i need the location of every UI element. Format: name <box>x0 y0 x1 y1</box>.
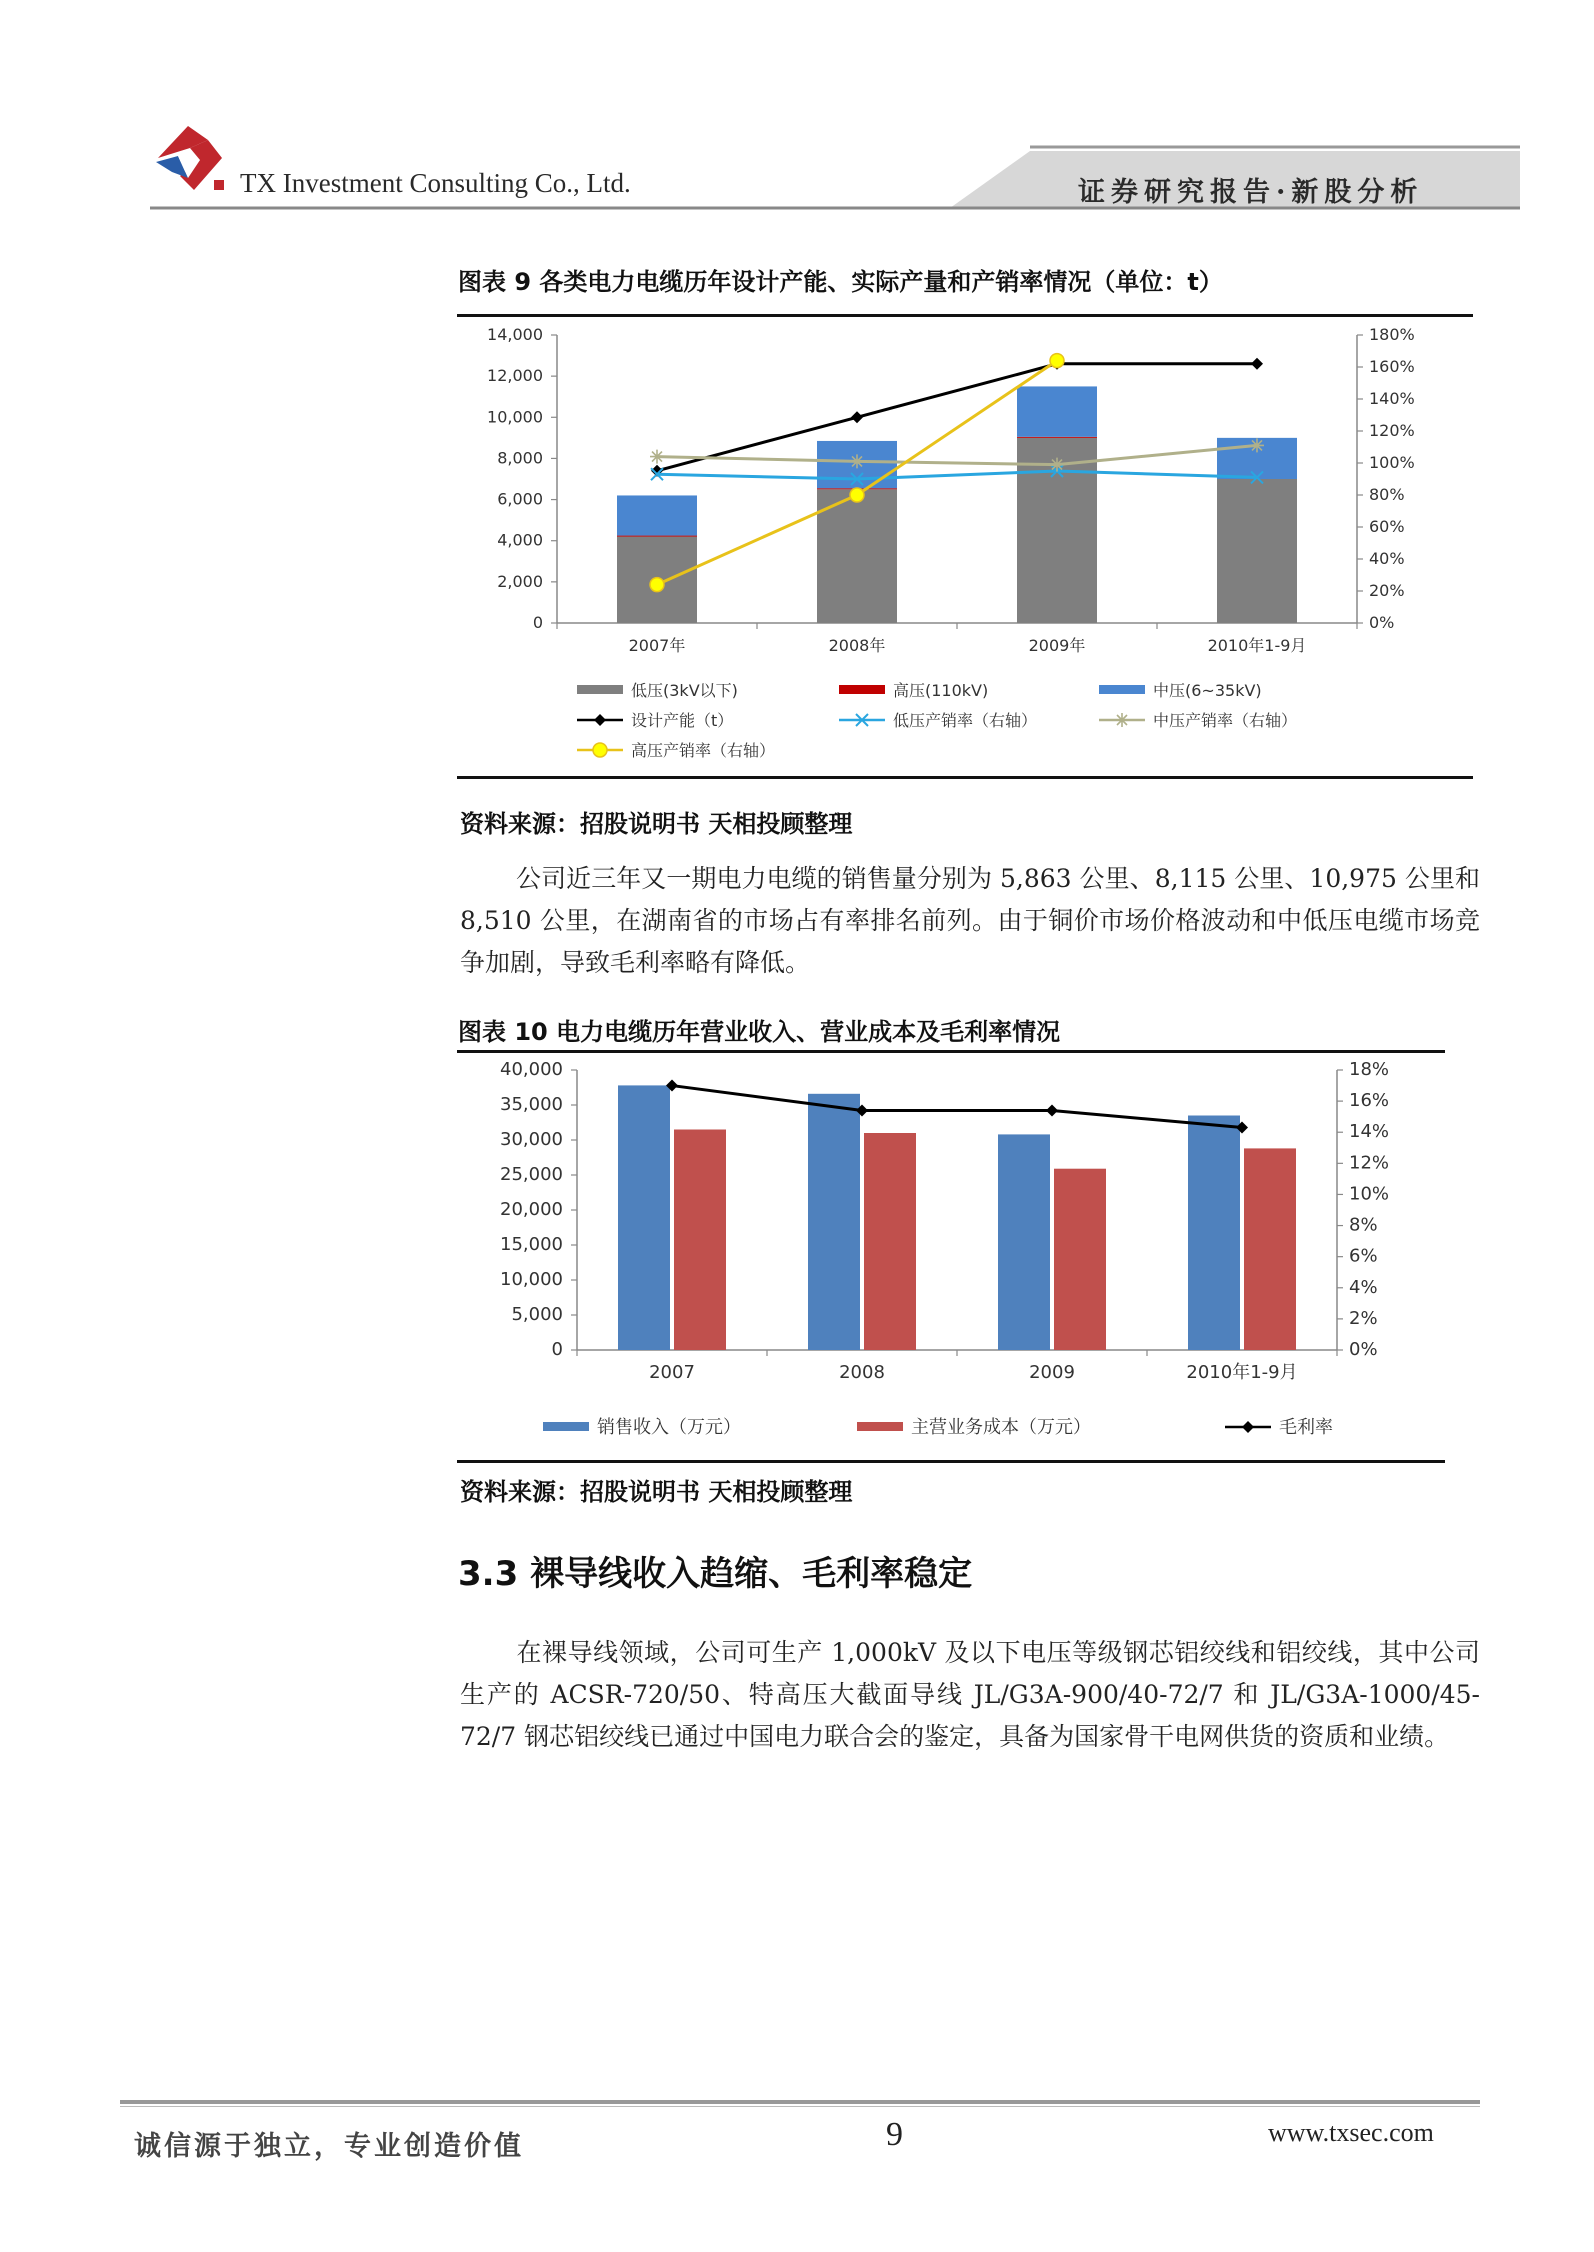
figure10-caption: 图表 10 电力电缆历年营业收入、营业成本及毛利率情况 <box>458 1018 1061 1046</box>
figure10-source: 资料来源：招股说明书 天相投顾整理 <box>460 1478 853 1506</box>
legend-label: 中压(6~35kV) <box>1153 681 1262 700</box>
x-tick-label: 2008 <box>839 1362 885 1383</box>
y2-tick-label: 180% <box>1369 325 1415 344</box>
paragraph-bare-conductor: 在裸导线领域，公司可生产 1,000kV 及以下电压等级钢芯铝绞线和铝绞线，其中公司生产的 ACSR-720/50、特高压大截面导线 JL/G3A-900/40-72/7 和 JL/G3A-1000/45-72/7 钢芯铝绞线已通过中国电力联合会的鉴定，具备为国家骨干电网供货的资质和业绩。 <box>460 1638 1480 1751</box>
y-tick-label: 20,000 <box>500 1199 563 1220</box>
legend-swatch-高压(110kV) <box>839 685 885 694</box>
y-tick-label: 6,000 <box>497 489 543 509</box>
point-毛利率 <box>1046 1104 1058 1116</box>
chart-capacity-output <box>457 318 1473 774</box>
legend-swatch-主营业务成本（万元） <box>857 1422 903 1431</box>
y-tick-label: 0 <box>551 1339 563 1360</box>
legend-swatch-低压(3kV以下) <box>577 685 623 694</box>
y2-tick-label: 100% <box>1369 453 1415 472</box>
bar-销售收入（万元） <box>1188 1116 1240 1351</box>
legend-label: 毛利率 <box>1279 1417 1333 1438</box>
report-type-title: 证券研究报告·新股分析 <box>1078 177 1424 208</box>
y2-tick-label: 4% <box>1349 1276 1378 1298</box>
point-高压产销率（右轴） <box>1050 354 1064 368</box>
page-number: 9 <box>886 2116 903 2153</box>
y2-tick-label: 120% <box>1369 421 1415 440</box>
legend-swatch-中压(6~35kV) <box>1099 685 1145 694</box>
legend-label: 低压(3kV以下) <box>631 681 738 700</box>
footer-url[interactable]: www.txsec.com <box>1268 2118 1434 2147</box>
y-tick-label: 8,000 <box>497 448 543 468</box>
y2-tick-label: 60% <box>1369 517 1405 536</box>
point-设计产能（t） <box>1251 358 1263 370</box>
y2-tick-label: 16% <box>1349 1090 1390 1112</box>
y2-tick-label: 0% <box>1349 1339 1378 1360</box>
bar-销售收入（万元） <box>998 1134 1050 1350</box>
legend-label: 高压(110kV) <box>893 681 989 700</box>
y-tick-label: 25,000 <box>500 1164 563 1185</box>
footer-rule <box>120 2100 1480 2104</box>
line-低压产销率（右轴） <box>657 471 1257 479</box>
section-heading: 3.3 裸导线收入趋缩、毛利率稳定 <box>458 1554 973 1594</box>
y2-tick-label: 18% <box>1349 1059 1390 1080</box>
x-tick-label: 2007年 <box>628 636 686 655</box>
y2-tick-label: 0% <box>1369 613 1395 632</box>
point-中压产销率（右轴） <box>1250 438 1264 452</box>
line-中压产销率（右轴） <box>657 445 1257 464</box>
legend-label: 低压产销率（右轴） <box>893 711 1038 730</box>
point-中压产销率（右轴） <box>1050 458 1064 472</box>
y2-tick-label: 8% <box>1349 1214 1378 1236</box>
y2-tick-label: 80% <box>1369 485 1405 504</box>
x-tick-label: 2007 <box>649 1362 695 1383</box>
point-中压产销率（右轴） <box>850 454 864 468</box>
bar-主营业务成本（万元） <box>864 1133 916 1350</box>
paragraph-sales-volume: 公司近三年又一期电力电缆的销售量分别为 5,863 公里、8,115 公里、10,975 公里和 8,510 公里，在湖南省的市场占有率排名前列。由于铜价市场价格波动和中低压电缆市场竞争加剧，导致毛利率略有降低。 <box>460 864 1480 977</box>
x-tick-label: 2009 <box>1029 1362 1075 1383</box>
legend-label: 主营业务成本（万元） <box>911 1417 1091 1438</box>
bar-高压(110kV) <box>617 536 697 537</box>
y-tick-label: 10,000 <box>487 407 543 427</box>
y2-tick-label: 6% <box>1349 1245 1378 1267</box>
figure9-top-rule <box>457 314 1473 317</box>
y-tick-label: 15,000 <box>500 1234 563 1255</box>
y-tick-label: 14,000 <box>487 325 543 344</box>
figure9-caption: 图表 9 各类电力电缆历年设计产能、实际产量和产销率情况（单位：t） <box>458 268 1223 296</box>
bar-主营业务成本（万元） <box>674 1130 726 1351</box>
point-设计产能（t） <box>851 411 863 423</box>
x-tick-label: 2010年1-9月 <box>1207 636 1307 655</box>
y-tick-label: 0 <box>532 613 543 632</box>
point-高压产销率（右轴） <box>850 488 864 502</box>
y-tick-label: 4,000 <box>497 530 543 550</box>
y2-tick-label: 10% <box>1349 1183 1390 1205</box>
legend-label: 中压产销率（右轴） <box>1153 711 1298 730</box>
bar-销售收入（万元） <box>618 1085 670 1350</box>
bar-主营业务成本（万元） <box>1054 1169 1106 1350</box>
legend-marker-毛利率 <box>1242 1421 1254 1433</box>
bar-低压(3kV以下) <box>817 489 897 623</box>
legend-swatch-销售收入（万元） <box>543 1422 589 1431</box>
legend-label: 设计产能（t） <box>631 711 734 730</box>
y-tick-label: 30,000 <box>500 1129 563 1150</box>
x-tick-label: 2009年 <box>1028 636 1086 655</box>
x-tick-label: 2008年 <box>828 636 886 655</box>
y-tick-label: 2,000 <box>497 571 543 591</box>
y2-tick-label: 2% <box>1349 1307 1378 1329</box>
legend-marker-中压产销率（右轴） <box>1115 713 1129 727</box>
bar-销售收入（万元） <box>808 1094 860 1350</box>
figure9-bottom-rule <box>457 776 1473 779</box>
bar-中压(6~35kV) <box>1017 386 1097 436</box>
y-tick-label: 10,000 <box>500 1269 563 1290</box>
footer-rule-thin <box>120 2106 1480 2107</box>
legend-marker-设计产能（t） <box>594 714 606 726</box>
figure10-top-rule <box>457 1050 1445 1053</box>
y2-tick-label: 12% <box>1349 1152 1390 1174</box>
y-tick-label: 35,000 <box>500 1094 563 1115</box>
y-tick-label: 40,000 <box>500 1059 563 1080</box>
y2-tick-label: 160% <box>1369 357 1415 376</box>
footer-motto: 诚信源于独立，专业创造价值 <box>134 2131 524 2162</box>
bar-主营业务成本（万元） <box>1244 1148 1296 1350</box>
bar-高压(110kV) <box>1017 437 1097 438</box>
line-毛利率 <box>672 1086 1242 1128</box>
point-高压产销率（右轴） <box>650 578 664 592</box>
figure9-source: 资料来源：招股说明书 天相投顾整理 <box>460 810 853 838</box>
chart-revenue-cost <box>457 1054 1445 1458</box>
bar-中压(6~35kV) <box>617 495 697 535</box>
legend-label: 高压产销率（右轴） <box>631 741 776 760</box>
y-tick-label: 12,000 <box>487 366 543 386</box>
y2-tick-label: 14% <box>1349 1121 1390 1143</box>
legend-marker-高压产销率（右轴） <box>593 743 607 757</box>
legend-label: 销售收入（万元） <box>597 1417 741 1438</box>
y2-tick-label: 20% <box>1369 581 1405 600</box>
point-中压产销率（右轴） <box>650 450 664 464</box>
company-name: TX Investment Consulting Co., Ltd. <box>240 168 631 198</box>
y2-tick-label: 140% <box>1369 389 1415 408</box>
x-tick-label: 2010年1-9月 <box>1186 1362 1298 1383</box>
figure10-bottom-rule <box>457 1460 1445 1463</box>
y2-tick-label: 40% <box>1369 549 1405 568</box>
bar-低压(3kV以下) <box>1217 479 1297 623</box>
y-tick-label: 5,000 <box>511 1304 563 1325</box>
